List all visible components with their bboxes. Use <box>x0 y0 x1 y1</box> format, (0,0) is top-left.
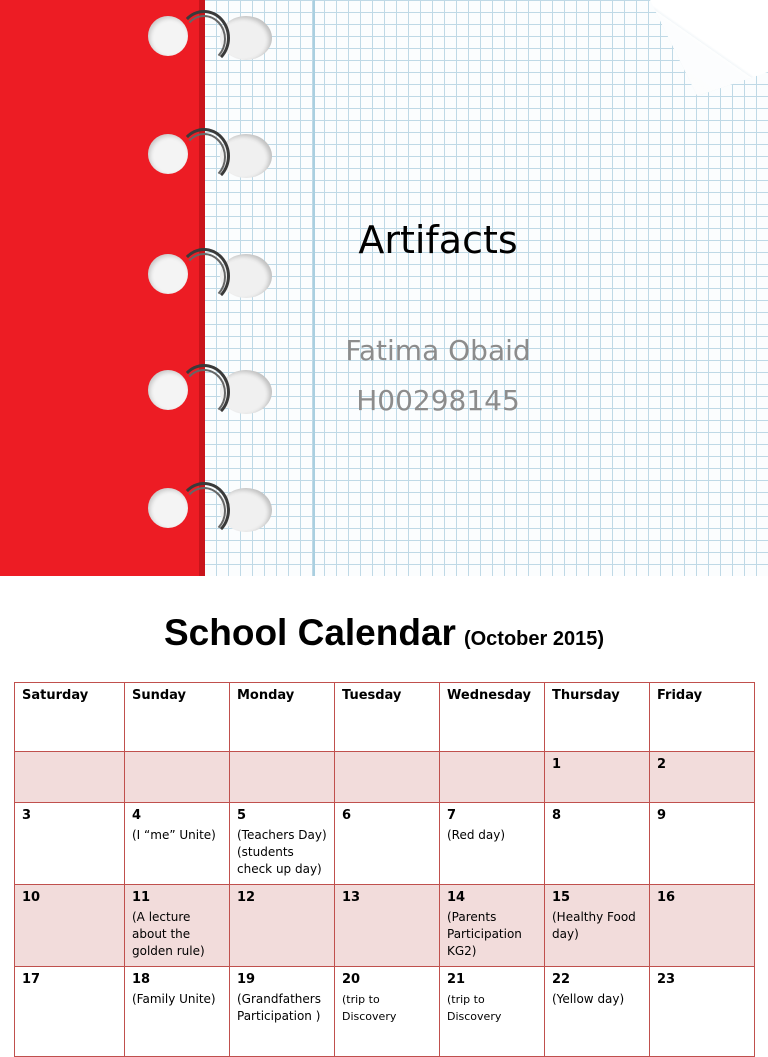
event-text: (trip to Discovery <box>447 993 502 1023</box>
day-number: 17 <box>22 972 41 987</box>
day-number: 11 <box>132 890 151 905</box>
day-cell <box>335 752 440 803</box>
weekday-header: Thursday <box>545 683 650 752</box>
week-row <box>15 803 755 885</box>
day-number: 6 <box>342 808 352 823</box>
event-text: (A lecture about the golden rule) <box>132 910 205 958</box>
day-cell <box>125 885 230 967</box>
day-number: 15 <box>552 890 571 905</box>
day-cell <box>545 885 650 967</box>
day-number: 2 <box>657 757 667 772</box>
weekday-header: Saturday <box>15 683 125 752</box>
day-cell <box>125 752 230 803</box>
day-number: 5 <box>237 808 247 823</box>
day-number: 13 <box>342 890 361 905</box>
day-cell <box>125 803 230 885</box>
day-cell <box>545 967 650 1057</box>
day-number: 4 <box>132 808 142 823</box>
day-cell <box>650 967 755 1057</box>
spiral-ring <box>0 362 240 418</box>
day-cell <box>440 752 545 803</box>
day-cell <box>440 967 545 1057</box>
day-cell <box>15 752 125 803</box>
day-number: 19 <box>237 972 256 987</box>
day-number: 9 <box>657 808 667 823</box>
day-cell <box>335 967 440 1057</box>
event-text: (Red day) <box>447 828 506 842</box>
day-cell <box>15 885 125 967</box>
author-name: Fatima Obaid <box>345 334 531 367</box>
calendar-heading <box>0 612 768 654</box>
day-number: 20 <box>342 972 361 987</box>
day-number: 3 <box>22 808 32 823</box>
day-number: 21 <box>447 972 466 987</box>
slide-title: Artifacts <box>358 218 518 262</box>
event-text: (trip to Discovery <box>342 993 397 1023</box>
calendar-table <box>14 682 755 1057</box>
day-cell <box>440 885 545 967</box>
day-cell <box>15 967 125 1057</box>
day-number: 8 <box>552 808 562 823</box>
spiral-ring <box>0 8 240 64</box>
notebook-margin-line <box>313 0 315 576</box>
week-row <box>15 752 755 803</box>
weekday-header-row <box>15 683 755 752</box>
calendar-slide <box>0 576 768 1024</box>
day-cell <box>125 967 230 1057</box>
event-text: (Grandfathers Participation ) <box>237 992 321 1023</box>
event-text: (Family Unite) <box>132 992 216 1006</box>
student-id: H00298145 <box>356 384 520 417</box>
week-row <box>15 885 755 967</box>
weekday-header: Wednesday <box>440 683 545 752</box>
spiral-ring <box>0 126 240 182</box>
event-text: (I “me” Unite) <box>132 828 216 842</box>
day-number: 23 <box>657 972 676 987</box>
day-cell <box>650 752 755 803</box>
day-cell <box>545 803 650 885</box>
day-cell <box>230 967 335 1057</box>
day-number: 16 <box>657 890 676 905</box>
day-cell <box>230 885 335 967</box>
spiral-ring <box>0 246 240 302</box>
day-number: 14 <box>447 890 466 905</box>
event-text: (Teachers Day) (students check up day) <box>237 828 327 876</box>
day-cell <box>15 803 125 885</box>
day-number: 12 <box>237 890 256 905</box>
day-cell <box>230 803 335 885</box>
calendar-title: School Calendar <box>163 612 456 653</box>
day-cell <box>440 803 545 885</box>
week-row <box>15 967 755 1057</box>
weekday-header: Monday <box>230 683 335 752</box>
day-cell <box>545 752 650 803</box>
event-text: (Yellow day) <box>552 992 625 1006</box>
day-cell <box>230 752 335 803</box>
event-text: (Healthy Food day) <box>552 910 636 941</box>
weekday-header: Tuesday <box>335 683 440 752</box>
event-text: (Parents Participation KG2) <box>447 910 522 958</box>
weekday-header: Friday <box>650 683 755 752</box>
calendar-subtitle: (October 2015) <box>463 628 604 650</box>
spiral-ring <box>0 480 240 536</box>
day-cell <box>335 803 440 885</box>
day-number: 18 <box>132 972 151 987</box>
day-cell <box>335 885 440 967</box>
day-cell <box>650 885 755 967</box>
day-number: 22 <box>552 972 571 987</box>
day-cell <box>650 803 755 885</box>
day-number: 10 <box>22 890 41 905</box>
day-number: 7 <box>447 808 457 823</box>
weekday-header: Sunday <box>125 683 230 752</box>
day-number: 1 <box>552 757 562 772</box>
